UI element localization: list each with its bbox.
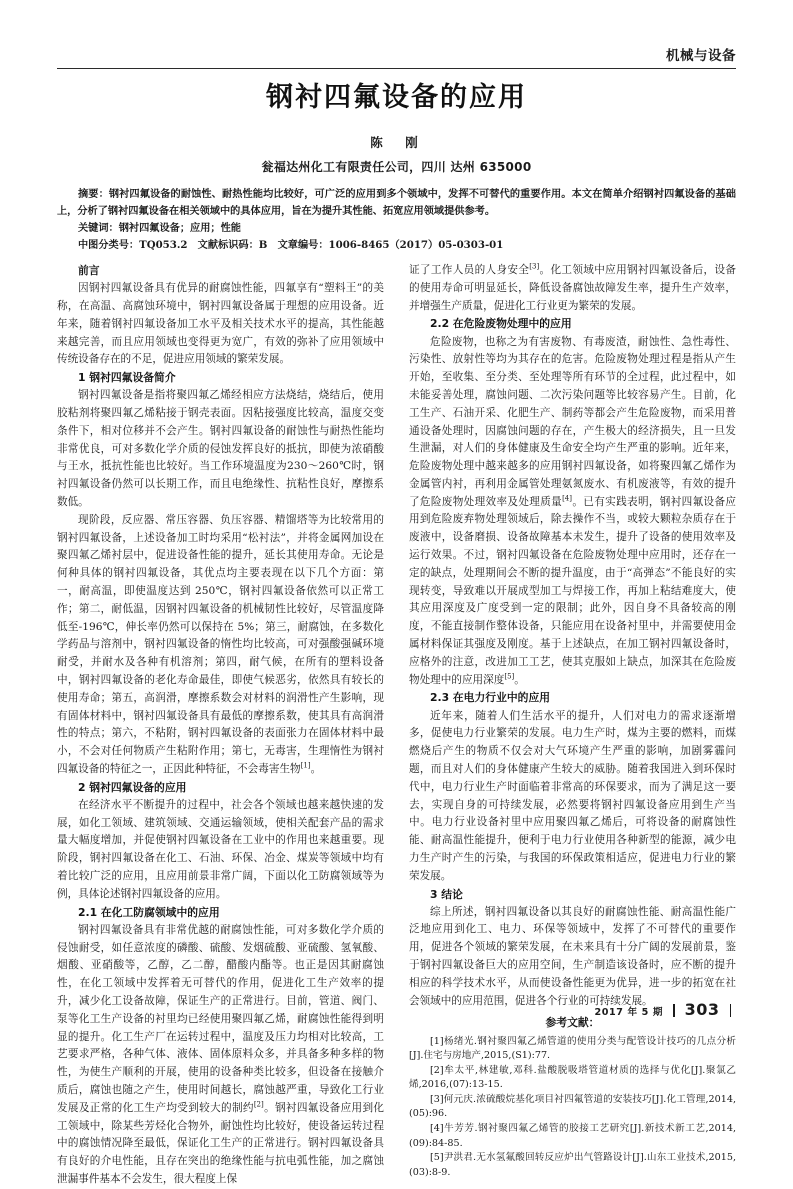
body-paragraph-continued: 证了工作人员的人身安全[3]。化工领域中应用钢衬四氟设备后，设备的使用寿命可明显延长，降低设备腐蚀故障发生率，提升生产效率，并增强生产质量，促进化工行业更为繁荣的发展。 bbox=[409, 262, 737, 312]
abstract-block bbox=[57, 186, 736, 253]
footer-divider-right bbox=[730, 1004, 731, 1017]
references-heading: 参考文献： bbox=[545, 1016, 600, 1030]
running-head bbox=[57, 44, 736, 69]
running-head-label: 机械与设备 bbox=[666, 48, 736, 64]
body-paragraph: 在经济水平不断提升的过程中，社会各个领域也越来越快速的发展，如化工领域、建筑领域、交通运输领域，使相关配套产品的需求量大幅度增加，并促使钢衬四氟设备在工业中的作用也来越重要。现阶段，钢衬四氟设备在化工、石油、环保、冶金、煤炭等领域中均有着比较广泛的应用，且应用前景非常广阔，下面以化工防腐领域等为例，具体论述钢衬四氟设备的应用。 bbox=[57, 798, 384, 900]
section-heading: 1 钢衬四氟设备简介 bbox=[78, 371, 176, 385]
reference-item: [3]何元庆.浓硫酸烷基化项目衬四氟管道的安装技巧[J].化工管理,2014,(05):96. bbox=[409, 1093, 736, 1120]
author-list: 陈 刚 bbox=[370, 135, 423, 151]
section-heading: 2.2 在危险废物处理中的应用 bbox=[430, 317, 572, 331]
body-paragraph: 钢衬四氟设备是指将聚四氟乙烯经相应方法烧结，烧结后，使用胶粘剂将聚四氟乙烯粘接于钢壳表面。因粘接强度比较高，温度交变条件下，相对位移并不会产生。钢衬四氟设备的耐蚀性与耐热性能均非常优良，可对多数化学介质的侵蚀发挥良好的抵抗，即使为浓硝酸与王水，抵抗性能也比较好。当工作环境温度为230～260℃时，钢衬四氟设备仍然可以长期工作，而且电绝缘性、抗粘性良好，摩擦系数低。 bbox=[57, 389, 384, 509]
reference-item: [4]牛芳芳.钢衬聚四氟乙烯管的胶接工艺研究[J].新技术新工艺,2014,(09):84-85. bbox=[409, 1123, 736, 1149]
section-heading: 2.3 在电力行业中的应用 bbox=[430, 691, 551, 705]
footer-issue: 2017 年 5 期 bbox=[594, 1007, 664, 1018]
column-right bbox=[409, 262, 737, 1178]
body-paragraph: 综上所述，钢衬四氟设备以其良好的耐腐蚀性能、耐高温性能广泛地应用到化工、电力、环保等领域中，发挥了不可替代的重要作用，促进各个领域的繁荣发展，在未来具有十分广阔的发展前景，鉴于钢衬四氟设备巨大的应用空间，生产制造该设备时，应不断的提升相应的科学技术水平，从而使设备性能更为优异，进一步的拓宽在社会领域中的应用范围，促进各个行业的可持续发展。 bbox=[409, 905, 736, 1007]
references-list bbox=[409, 1035, 736, 1181]
section-heading: 前言 bbox=[78, 264, 100, 277]
page-title: 钢衬四氟设备的应用 bbox=[266, 82, 527, 113]
column-left bbox=[57, 262, 385, 1185]
body-columns bbox=[57, 262, 737, 1185]
abstract-text: 摘要：钢衬四氟设备的耐蚀性、耐热性能均比较好，可广泛的应用到多个领域中，发挥不可替代的重要作用。本文在简单介绍钢衬四氟设备的基础上，分析了钢衬四氟设备在相关领域中的具体应用，旨在为提升其性能、拓宽应用领域提供参考。 bbox=[57, 188, 736, 217]
page-footer bbox=[57, 1000, 736, 1019]
reference-item: [1]杨绪光.钢衬聚四氟乙烯管道的使用分类与配管设计技巧的几点分析[J].住宅与房地产,2015,(S1):77. bbox=[409, 1035, 736, 1062]
footer-page-number: 303 bbox=[684, 1000, 720, 1019]
reference-item: [5]尹洪君.无水氢氟酸回转反应炉出气管路设计[J].山东工业技术,2015,(03):8-9. bbox=[409, 1152, 736, 1178]
body-paragraph: 现阶段，反应器、常压容器、负压容器、精馏塔等为比较常用的钢衬四氟设备，上述设备加工时均采用“松衬法”，并将金属网加设在聚四氟乙烯衬层中，促进设备性能的提升，延长其使用寿命。无论是何种具体的钢衬四氟设备，其优点均主要表现在以下几个方面：第一，耐高温，即使温度达到 250℃，钢衬四氟设备依然可以正常工作；第二，耐低温，因钢衬四氟设备的机械韧性比较好，尽管温度降低至-196℃，伸长率仍然可以保持在 5%；第三，耐腐蚀，在多数化学药品与溶剂中，钢衬四氟设备的惰性均比较高，可对强酸强碱环境耐受，并耐水及各种有机溶剂；第四，耐气候，在所有的塑料设备中，钢衬四氟设备的老化寿命最佳，即使气候恶劣，依然具有较长的使用寿命；第五，高润滑，摩擦系数会对材料的润滑性产生影响，现有固体材料中，钢衬四氟设备具有最低的摩擦系数，使其具有高润滑性的特点；第六，不粘附，钢衬四氟设备的表面张力在固体材料中最小，不会对任何物质产生粘附作用；第七，无毒害，生理惰性为钢衬四氟设备的特征之一，正因此种特征，不会毒害生物[1]。 bbox=[57, 513, 384, 775]
reference-item: [2]牟太平,林建敏,邓科.盐酸脱吸塔管道材质的选择与优化[J].聚氯乙烯,2016,(07):13-15. bbox=[409, 1064, 736, 1091]
body-paragraph: 近年来，随着人们生活水平的提升，人们对电力的需求逐渐增多，促使电力行业繁荣的发展。电力生产时，煤为主要的燃料，而煤燃烧后产生的物质不仅会对大气环境产生严重的影响，加剧雾霾问题，而且对人们的身体健康产生较大的威胁。随着我国进入到环保时代中，电力行业生产时面临着非常高的环保要求，而为了满足这一要去，实现自身的可持续发展，必然要将钢衬四氟设备应用到生产当中。电力行业设备衬里中应用聚四氟乙烯后，可将设备的耐腐蚀性能、耐高温性能提升，便利于电力行业使用各种新型的能源，减少电力生产时产生的污染，与我国的环保政策相适应，促进电力行业的繁荣发展。 bbox=[409, 709, 736, 882]
section-heading: 2.1 在化工防腐领域中的应用 bbox=[78, 905, 220, 919]
body-paragraph: 钢衬四氟设备具有非常优越的耐腐蚀性能，可对多数化学介质的侵蚀耐受，如任意浓度的磷酸、硫酸、发烟硫酸、亚硫酸、氢氧酸、烟酸、亚硝酸等，乙醇，乙二醇，醋酸内酯等。也正是因其耐腐蚀性，在化工领域中发挥着无可替代的作用，促进化工生产效率的提升，减少化工设备故障，保证生产的正常进行。目前，管道、阀门、泵等化工生产设备的衬里均已经使用聚四氟乙烯，耐腐蚀性能得到明显的提升。化工生产厂在运转过程中，温度及压力均相对比较高，工艺要求严格，各种气体、液体、固体原料众多，并具备多种多样的物性，为使生产顺利的开展，使用的设备种类比较多，但设备在接触介质后，腐蚀也随之产生，使用时间越长，腐蚀越严重，导致化工行业发展及正常的化工生产均受到较大的制约[2]。钢衬四氟设备应用到化工领域中，除某些芳烃化合物外，耐蚀性均比较好，使设备运转过程中的腐蚀情况降至最低，保证化工生产的正常进行。钢衬四氟设备具有良好的介电性能，且存在突出的绝缘性能与抗电弧性能，加之腐蚀泄漏事件基本不会发生，很大程度上保 bbox=[57, 923, 385, 1185]
classification-line: 中图分类号：TQ053.2 文献标识码：B 文章编号：1006-8465（2017）05-0303-01 bbox=[78, 238, 504, 251]
footer-divider-left bbox=[673, 1004, 674, 1017]
section-heading: 3 结论 bbox=[430, 887, 463, 901]
body-paragraph: 危险废物，也称之为有害废物、有毒废渣，耐蚀性、急性毒性、污染性、放射性等均为其存在的危害。危险废物处理过程是指从产生开始，至收集、至分类、至处理等所有环节的全过程，此过程中，如未能妥善处理，腐蚀问题、二次污染问题等比较容易产生。目前，化工生产、石油开采、化肥生产、制药等都会产生危险废物，而采用普通设备处理时，因腐蚀问题的存在，产生极大的经济损失，且一旦发生泄漏，对人们的身体健康及生命安全均产生严重的影响。近年来，危险废物处理中越来越多的应用钢衬四氟设备，如将聚四氟乙烯作为金属管内衬，再利用金属管处理氨氮废水、有机废液等，有效的提升了危险废物处理效率及处理质量[4]。已有实践表明，钢衬四氟设备应用到危险废弃物处理领域后，除去操作不当，或较大颗粒杂质存在于废液中，设备磨损、设备故障基本未发生，提升了设备的使用效率及运行效果。不过，钢衬四氟设备在危险废物处理中应用时，还存在一定的缺点，处理期间会不断的提升温度，由于“高弹态”不能良好的实现转变，导致难以开展成型加工与焊接工作，再加上粘结难度大，使其应用深度及广度受到一定的限制；此外，因自身不具备较高的刚度，不能直接制作整体设备，只能应用在设备衬里中，并需要使用金属材料保证其强度及刚度。基于上述缺点，在加工钢衬四氟设备时，应格外的注意，改进加工工艺，使其克服如上缺点，加深其在危险废物处理中的应用深度[5]。 bbox=[409, 335, 737, 686]
affiliation: 瓮福达州化工有限责任公司，四川 达州 635000 bbox=[261, 160, 532, 175]
body-paragraph: 因钢衬四氟设备具有优异的耐腐蚀性能，四氟享有“塑料王”的美称，在高温、高腐蚀环境中，钢衬四氟设备属于理想的应用设备。近年来，随着钢衬四氟设备加工水平及相关技术水平的提高，其性能越来越完善，而且应用领域也变得更为宽广，有效的弥补了应用领域中传统设备存在的不足，促进应用领域的繁荣发展。 bbox=[57, 282, 384, 366]
section-heading: 2 钢衬四氟设备的应用 bbox=[78, 780, 187, 794]
keywords-line: 关键词：钢衬四氟设备；应用；性能 bbox=[78, 222, 241, 235]
title-block bbox=[57, 80, 736, 175]
